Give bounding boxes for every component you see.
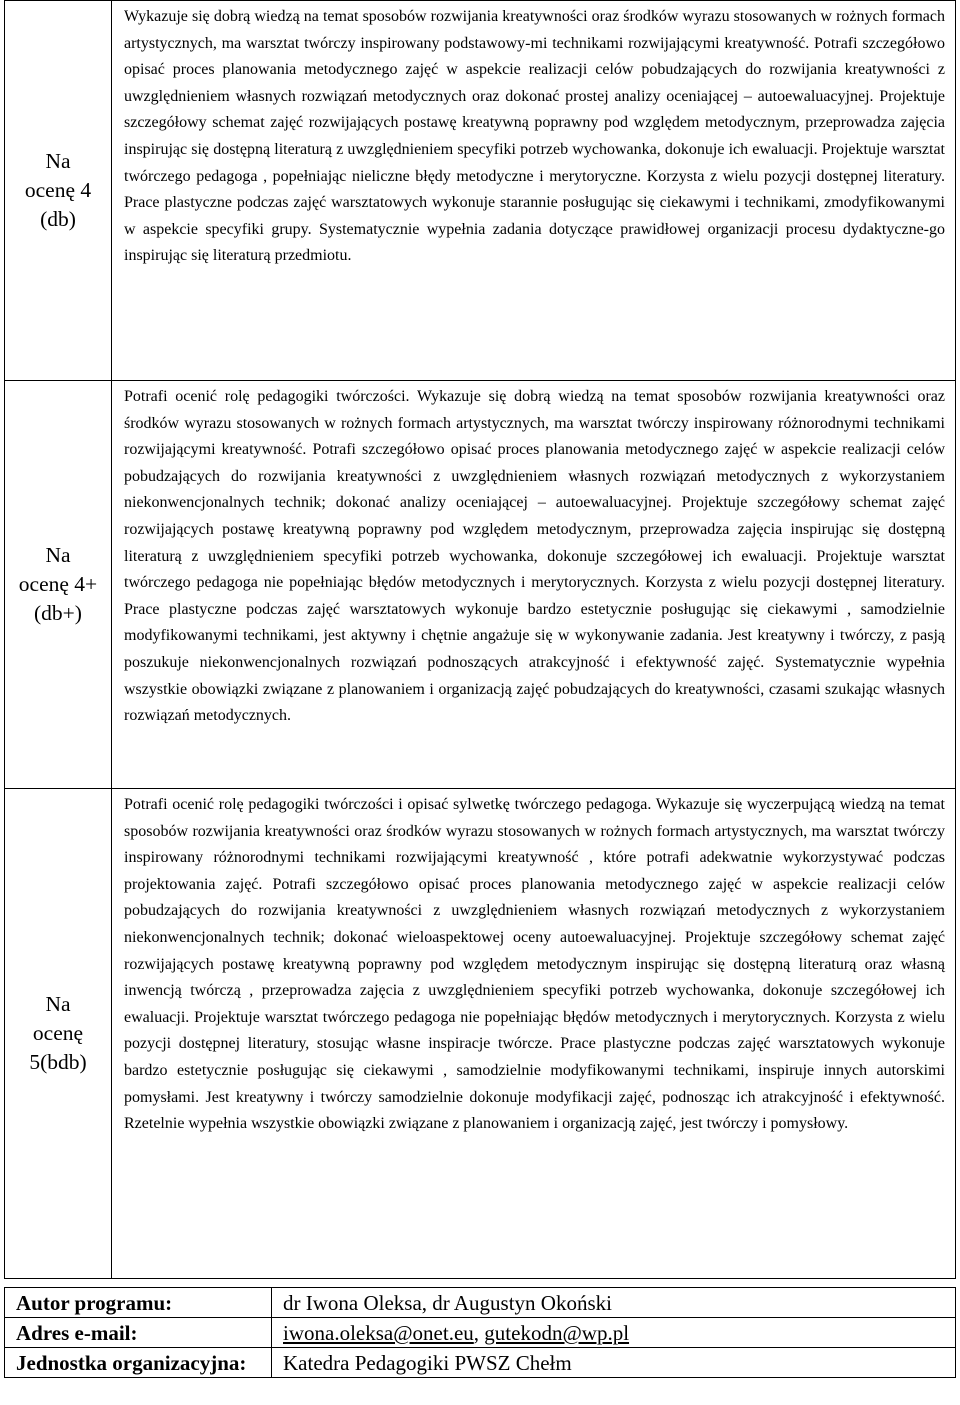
grade-cell [5,381,112,789]
unit-label: Jednostka organizacyjna: [5,1348,272,1378]
grade-word: Na [45,992,71,1016]
grade-row-4 [5,1,956,381]
grade-description: Potrafi ocenić rolę pedagogiki twórczości i opisać sylwetkę twórczego pedagoga. Wykazuje się wyczerpującą wiedzą na temat sposobów rozwijania kreatywności oraz środków wyrazu stosowanych w rożnych formach artystycznych, ma warsztat twórczy inspirowany różnorodnymi technikami rozwijającymi kreatywność , które potrafi adekwatnie wykorzystywać podczas projektowania zajęć. Potrafi szczegółowo opisać proces planowania metodycznego zajęć w aspekcie realizacji celów pobudzających do rozwijania kreatywności z uwzględnieniem własnych rozwiązań metodycznych z wykorzystaniem niekonwencjonalnych technik; dokonać wieloaspektowej oceny autoewaluacyjnej. Projektuje szczegółowy schemat zajęć rozwijających postawę kreatywną poprawny pod względem metodycznym inspirując się dostępną literaturą oraz własną inwencją twórczą , przeprowadza zajęcia z uwzględnieniem specyfiki potrzeb wychowanka, dokonuje szczegółowej ich ewaluacji. Projektuje warsztat twórczego pedagoga nie popełniając błędów metodycznych i merytorycznych. Korzysta z wielu pozycji dostępnej literatury, stosując własne inspiracje twórcze. Prace plastyczne podczas zajęć warsztatowych wykonuje bardzo estetycznie posługując się ciekawymi , samodzielnie modyfikowanymi technikami, inspiruje innych autorskimi pomysłami. Jest kreatywny i twórczy samodzielnie dokonuje modyfikacji zajęć, podnosząc ich atrakcyjność i efektywność. Rzetelnie wypełnia wszystkie obowiązki związane z planowaniem i organizacją zajęć, jest twórczy i pomysłowy. [112,789,956,1279]
email-link-oleksa[interactable]: iwona.oleksa@onet.eu [283,1321,474,1345]
grade-cell [5,789,112,1279]
grade-description: Potrafi ocenić rolę pedagogiki twórczości. Wykazuje się dobrą wiedzą na temat sposobów rozwijania kreatywności oraz środków wyrazu stosowanych w rożnych formach artystycznych, ma warsztat twórczy inspirowany różnorodnymi technikami rozwijającymi kreatywność. Potrafi szczegółowo opisać proces planowania metodycznego zajęć w aspekcie realizacji celów pobudzających do rozwijania kreatywności z uwzględnieniem własnych rozwiązań metodycznych z wykorzystaniem niekonwencjonalnych technik; dokonać analizy oceniającej – autoewaluacyjnej. Projektuje szczegółowy schemat zajęć rozwijających postawę kreatywną poprawny pod względem metodycznym, przeprowadza zajęcia inspirując się dostępną literaturą z uwzględnieniem specyfiki potrzeb wychowanka, dokonuje szczegółowej ich ewaluacji. Projektuje warsztat twórczego pedagoga nie popełniając błędów metodycznych i merytorycznych. Korzysta z wielu pozycji dostępnej literatury. Prace plastyczne podczas zajęć warsztatowych wykonuje bardzo estetycznie posługując się ciekawymi , samodzielnie modyfikowanymi technikami, jest aktywny i chętnie angażuje się w wykonywanie zadania. Jest kreatywny i twórczy, z pasją poszukuje niekonwencjonalnych rozwiązań podnoszących atrakcyjność i efektywność zajęć. Systematycznie wypełnia wszystkie obowiązki związane z planowaniem i organizacją zajęć pobudzających do kreatywności, czasami szukając własnych rozwiązań metodycznych. [112,381,956,789]
grade-cell [5,1,112,381]
grade-label: ocenę 4 (db) [24,178,92,231]
grading-criteria-table [4,0,956,1279]
author-value: dr Iwona Oleksa, dr Augustyn Okoński [272,1288,956,1318]
author-label: Autor programu: [5,1288,272,1318]
grade-word: Na [45,149,71,173]
email-row [5,1318,956,1348]
grade-description: Wykazuje się dobrą wiedzą na temat sposobów rozwijania kreatywności oraz środków wyrazu stosowanych w rożnych formach artystycznych, ma warsztat twórczy inspirowany podstawowy-mi technikami rozwijającymi kreatywność. Potrafi szczegółowo opisać proces planowania metodycznego zajęć w aspekcie realizacji celów pobudzających do rozwijania kreatywności z uwzględnieniem własnych rozwiązań metodycznych oraz dokonać prostej analizy oceniającej – autoewaluacyjnej. Projektuje szczegółowy schemat zajęć rozwijających postawę kreatywną poprawny pod względem metodycznym, przeprowadza zajęcia inspirując się dostępną literaturą z uwzględnieniem specyfiki potrzeb wychowanka, dokonuje ich ewaluacji. Projektuje warsztat twórczego pedagoga , popełniając nieliczne błędy metodyczne i merytoryczne. Korzysta z wielu pozycji dostępnej literatury. Prace plastyczne podczas zajęć warsztatowych wykonuje starannie posługując się ciekawymi i technikami, zmodyfikowanymi w aspekcie specyfiki grupy. Systematycznie wypełnia zadania dotyczące prawidłowej organizacji procesu dydaktyczne-go inspirując się literaturą przedmiotu. [112,1,956,381]
unit-row [5,1348,956,1378]
grade-row-4-plus [5,381,956,789]
grade-label: ocenę 5(bdb) [29,1021,87,1074]
author-row [5,1288,956,1318]
grade-label: ocenę 4+ (db+) [18,572,98,625]
grade-word: Na [45,543,71,567]
unit-value: Katedra Pedagogiki PWSZ Chełm [272,1348,956,1378]
email-label: Adres e-mail: [5,1318,272,1348]
author-info-table [4,1287,956,1378]
email-link-okonski[interactable]: gutekodn@wp.pl [484,1321,630,1345]
email-values [272,1318,956,1348]
email-separator: , [473,1321,485,1345]
grade-row-5 [5,789,956,1279]
